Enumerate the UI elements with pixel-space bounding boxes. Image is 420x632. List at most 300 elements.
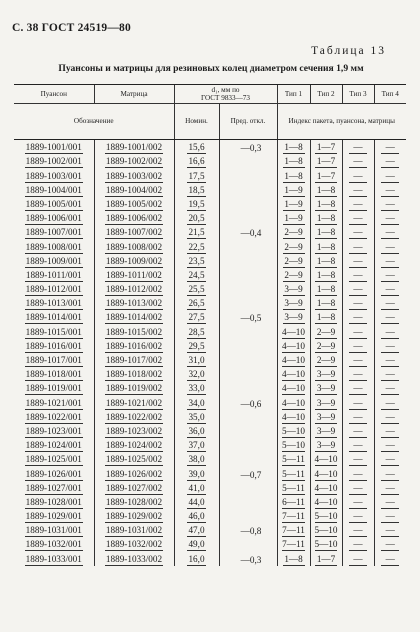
type4-cell-value: — bbox=[381, 297, 399, 310]
table-row bbox=[14, 254, 406, 268]
punch-cell bbox=[14, 495, 94, 509]
type4-cell bbox=[374, 168, 406, 182]
nominal-cell bbox=[174, 140, 219, 155]
punch-cell-value: 1889-1006/001 bbox=[25, 213, 82, 224]
type1-cell-value: 4—10 bbox=[282, 383, 305, 394]
die-cell bbox=[94, 367, 174, 381]
type1-cell-value: 1—9 bbox=[284, 213, 303, 224]
type4-cell-value: — bbox=[381, 155, 399, 168]
deviation-cell: —0,5 bbox=[219, 310, 277, 324]
nominal-cell bbox=[174, 324, 219, 338]
deviation-cell bbox=[219, 296, 277, 310]
punch-cell-value: 1889-1031/001 bbox=[25, 525, 82, 536]
col-designation: Обозначение bbox=[14, 104, 174, 140]
table-label: Таблица 13 bbox=[311, 45, 386, 57]
nominal-cell bbox=[174, 239, 219, 253]
type4-cell bbox=[374, 424, 406, 438]
nominal-cell bbox=[174, 523, 219, 537]
type2-cell-value: 3—9 bbox=[316, 383, 336, 394]
type2-cell bbox=[310, 140, 342, 155]
type4-cell bbox=[374, 339, 406, 353]
type1-cell-value: 1—8 bbox=[284, 156, 303, 167]
punch-cell bbox=[14, 509, 94, 523]
deviation-cell bbox=[219, 268, 277, 282]
table-row bbox=[14, 495, 406, 509]
table-row bbox=[14, 183, 406, 197]
type3-cell-value: — bbox=[349, 553, 367, 566]
type4-cell-value: — bbox=[381, 439, 399, 452]
type2-cell bbox=[310, 466, 342, 480]
nominal-cell bbox=[174, 225, 219, 239]
col-type3: Тип 3 bbox=[342, 85, 374, 104]
type1-cell-value: 6—11 bbox=[282, 496, 305, 507]
type2-cell bbox=[310, 282, 342, 296]
nominal-cell-value: 16,0 bbox=[188, 553, 205, 564]
type2-cell-value: 3—9 bbox=[316, 397, 336, 408]
nominal-cell-value: 22,5 bbox=[188, 241, 205, 252]
type3-cell bbox=[342, 466, 374, 480]
nominal-cell-value: 31,0 bbox=[188, 355, 205, 365]
type4-cell-value: — bbox=[381, 524, 399, 537]
type1-cell bbox=[277, 324, 310, 338]
die-cell bbox=[94, 239, 174, 253]
type2-cell-value: 4—10 bbox=[314, 482, 338, 493]
type2-cell-value: 3—9 bbox=[316, 411, 336, 422]
col-nominal: Номин. bbox=[174, 104, 219, 140]
nominal-cell-value: 15,6 bbox=[188, 142, 205, 153]
punch-cell-value: 1889-1008/001 bbox=[25, 241, 82, 252]
nominal-cell-value: 21,5 bbox=[188, 227, 205, 238]
col-d1-label: d₁, мм по bbox=[211, 85, 240, 94]
type2-cell-value: 2—9 bbox=[316, 340, 336, 351]
type1-cell-value: 7—11 bbox=[282, 511, 305, 522]
nominal-cell bbox=[174, 466, 219, 480]
type4-cell bbox=[374, 254, 406, 268]
die-cell bbox=[94, 310, 174, 324]
punch-cell-value: 1889-1011/001 bbox=[25, 269, 82, 280]
type4-cell-value: — bbox=[381, 283, 399, 296]
punch-cell bbox=[14, 282, 94, 296]
punch-cell bbox=[14, 197, 94, 211]
table-row bbox=[14, 410, 406, 424]
die-cell-value: 1889-1002/002 bbox=[105, 156, 163, 167]
die-cell bbox=[94, 140, 174, 155]
type4-cell-value: — bbox=[381, 141, 399, 154]
die-cell-value: 1889-1013/002 bbox=[105, 298, 163, 309]
type2-cell-value: 1—8 bbox=[316, 284, 336, 295]
col-deviation: Пред. откл. bbox=[219, 104, 277, 140]
type1-cell bbox=[277, 339, 310, 353]
type3-cell-value: — bbox=[349, 141, 367, 154]
type4-cell bbox=[374, 353, 406, 367]
type2-cell-value: 5—10 bbox=[314, 539, 338, 550]
table-caption: Пуансоны и матрицы для резиновых колец диаметром сечения 1,9 мм bbox=[58, 63, 364, 74]
punch-cell bbox=[14, 551, 94, 565]
die-cell bbox=[94, 452, 174, 466]
table-row bbox=[14, 551, 406, 565]
punch-cell-value: 1889-1016/001 bbox=[25, 340, 82, 351]
die-cell-value: 1889-1007/002 bbox=[105, 227, 163, 238]
type1-cell-value: 3—9 bbox=[284, 298, 303, 309]
type3-cell bbox=[342, 424, 374, 438]
nominal-cell-value: 23,5 bbox=[188, 255, 205, 266]
type2-cell bbox=[310, 339, 342, 353]
deviation-cell bbox=[219, 438, 277, 452]
die-cell-value: 1889-1017/002 bbox=[105, 355, 163, 365]
type4-cell bbox=[374, 282, 406, 296]
type3-cell bbox=[342, 381, 374, 395]
punch-cell-value: 1889-1009/001 bbox=[25, 255, 82, 266]
type3-cell-value: — bbox=[349, 382, 367, 395]
punch-cell bbox=[14, 353, 94, 367]
type4-cell-value: — bbox=[381, 482, 399, 495]
type3-cell-value: — bbox=[349, 326, 367, 339]
punch-cell-value: 1889-1021/001 bbox=[25, 397, 82, 408]
die-cell bbox=[94, 523, 174, 537]
type4-cell-value: — bbox=[381, 340, 399, 353]
table-row bbox=[14, 211, 406, 225]
nominal-cell bbox=[174, 509, 219, 523]
type2-cell bbox=[310, 495, 342, 509]
type4-cell-value: — bbox=[381, 212, 399, 225]
type2-cell bbox=[310, 509, 342, 523]
punch-cell bbox=[14, 523, 94, 537]
nominal-cell bbox=[174, 310, 219, 324]
type4-cell bbox=[374, 154, 406, 168]
punch-cell-value: 1889-1007/001 bbox=[25, 227, 82, 238]
nominal-cell bbox=[174, 395, 219, 409]
type3-cell bbox=[342, 551, 374, 565]
type3-cell bbox=[342, 296, 374, 310]
type1-cell bbox=[277, 310, 310, 324]
type2-cell-value: 1—8 bbox=[316, 184, 336, 195]
nominal-cell bbox=[174, 438, 219, 452]
type3-cell-value: — bbox=[349, 184, 367, 197]
deviation-cell bbox=[219, 154, 277, 168]
type2-cell bbox=[310, 183, 342, 197]
type4-cell bbox=[374, 452, 406, 466]
punch-cell-value: 1889-1032/001 bbox=[25, 539, 82, 550]
type2-cell bbox=[310, 353, 342, 367]
die-cell-value: 1889-1026/002 bbox=[105, 468, 163, 479]
punch-cell bbox=[14, 410, 94, 424]
punch-cell-value: 1889-1004/001 bbox=[25, 184, 82, 195]
nominal-cell-value: 44,0 bbox=[188, 496, 205, 507]
nominal-cell-value: 38,0 bbox=[188, 454, 205, 465]
type2-cell bbox=[310, 225, 342, 239]
punch-cell-value: 1889-1012/001 bbox=[25, 284, 82, 295]
punch-cell bbox=[14, 339, 94, 353]
punch-cell-value: 1889-1027/001 bbox=[25, 482, 82, 493]
die-cell-value: 1889-1011/002 bbox=[106, 269, 162, 280]
type4-cell-value: — bbox=[381, 425, 399, 438]
type4-cell-value: — bbox=[381, 510, 399, 523]
type1-cell-value: 4—10 bbox=[282, 355, 305, 365]
type3-cell bbox=[342, 410, 374, 424]
nominal-cell bbox=[174, 254, 219, 268]
nominal-cell bbox=[174, 183, 219, 197]
punch-cell bbox=[14, 211, 94, 225]
punch-cell-value: 1889-1029/001 bbox=[25, 511, 82, 522]
table-row bbox=[14, 481, 406, 495]
type1-cell bbox=[277, 551, 310, 565]
punch-cell-value: 1889-1022/001 bbox=[25, 411, 82, 422]
nominal-cell bbox=[174, 296, 219, 310]
table-row bbox=[14, 225, 406, 239]
deviation-cell bbox=[219, 339, 277, 353]
type2-cell bbox=[310, 481, 342, 495]
type3-cell-value: — bbox=[349, 538, 367, 551]
die-cell-value: 1889-1008/002 bbox=[105, 241, 163, 252]
die-cell bbox=[94, 254, 174, 268]
nominal-cell-value: 34,0 bbox=[188, 397, 205, 408]
die-cell-value: 1889-1033/002 bbox=[105, 553, 163, 564]
die-cell bbox=[94, 353, 174, 367]
type1-cell bbox=[277, 523, 310, 537]
type3-cell-value: — bbox=[349, 411, 367, 424]
type1-cell-value: 4—10 bbox=[282, 326, 305, 337]
type2-cell-value: 4—10 bbox=[314, 454, 338, 465]
type3-cell-value: — bbox=[349, 269, 367, 282]
type3-cell-value: — bbox=[349, 453, 367, 466]
type2-cell-value: 3—9 bbox=[316, 440, 336, 451]
nominal-cell-value: 20,5 bbox=[188, 213, 205, 224]
type2-cell bbox=[310, 268, 342, 282]
punch-cell-value: 1889-1002/001 bbox=[25, 156, 82, 167]
col-die: Матрица bbox=[94, 85, 174, 104]
type4-cell-value: — bbox=[381, 311, 399, 324]
punch-cell-value: 1889-1026/001 bbox=[25, 468, 82, 479]
type2-cell bbox=[310, 211, 342, 225]
table-row bbox=[14, 239, 406, 253]
deviation-cell bbox=[219, 183, 277, 197]
table-row bbox=[14, 452, 406, 466]
type2-cell bbox=[310, 424, 342, 438]
punch-cell-value: 1889-1015/001 bbox=[25, 326, 82, 337]
die-cell bbox=[94, 296, 174, 310]
type3-cell bbox=[342, 367, 374, 381]
nominal-cell bbox=[174, 452, 219, 466]
type1-cell bbox=[277, 452, 310, 466]
deviation-cell bbox=[219, 353, 277, 367]
type2-cell-value: 1—8 bbox=[316, 227, 336, 238]
type3-cell bbox=[342, 225, 374, 239]
type3-cell bbox=[342, 168, 374, 182]
type4-cell bbox=[374, 310, 406, 324]
table-row bbox=[14, 140, 406, 155]
deviation-cell bbox=[219, 254, 277, 268]
type3-cell bbox=[342, 523, 374, 537]
die-cell bbox=[94, 424, 174, 438]
die-cell bbox=[94, 324, 174, 338]
nominal-cell-value: 39,0 bbox=[188, 468, 205, 479]
type4-cell bbox=[374, 367, 406, 381]
type3-cell bbox=[342, 211, 374, 225]
type4-cell-value: — bbox=[381, 397, 399, 410]
die-cell bbox=[94, 537, 174, 551]
type3-cell-value: — bbox=[349, 425, 367, 438]
table-row bbox=[14, 197, 406, 211]
punch-cell bbox=[14, 438, 94, 452]
type3-cell bbox=[342, 239, 374, 253]
deviation-cell bbox=[219, 367, 277, 381]
die-cell-value: 1889-1004/002 bbox=[105, 184, 163, 195]
punch-cell bbox=[14, 324, 94, 338]
punch-cell-value: 1889-1033/001 bbox=[25, 553, 82, 564]
nominal-cell bbox=[174, 410, 219, 424]
die-cell-value: 1889-1032/002 bbox=[105, 539, 163, 550]
deviation-cell bbox=[219, 481, 277, 495]
punch-cell-value: 1889-1014/001 bbox=[25, 312, 82, 323]
type2-cell bbox=[310, 296, 342, 310]
nominal-cell-value: 16,6 bbox=[188, 156, 205, 167]
nominal-cell-value: 41,0 bbox=[188, 482, 205, 493]
deviation-cell bbox=[219, 381, 277, 395]
die-cell-value: 1889-1016/002 bbox=[105, 340, 163, 351]
type1-cell bbox=[277, 168, 310, 182]
punch-cell bbox=[14, 367, 94, 381]
table-row bbox=[14, 310, 406, 324]
type2-cell bbox=[310, 239, 342, 253]
type3-cell-value: — bbox=[349, 496, 367, 509]
type1-cell bbox=[277, 466, 310, 480]
type4-cell bbox=[374, 183, 406, 197]
deviation-cell bbox=[219, 282, 277, 296]
table-row bbox=[14, 268, 406, 282]
type2-cell bbox=[310, 254, 342, 268]
die-cell-value: 1889-1027/002 bbox=[105, 482, 163, 493]
nominal-cell-value: 27,5 bbox=[188, 312, 205, 323]
type1-cell-value: 5—11 bbox=[282, 454, 305, 465]
nominal-cell-value: 33,0 bbox=[188, 383, 205, 394]
table-row bbox=[14, 154, 406, 168]
type1-cell bbox=[277, 239, 310, 253]
type3-cell-value: — bbox=[349, 368, 367, 381]
nominal-cell bbox=[174, 367, 219, 381]
type4-cell bbox=[374, 296, 406, 310]
type1-cell-value: 3—9 bbox=[284, 312, 303, 323]
type3-cell bbox=[342, 495, 374, 509]
type2-cell bbox=[310, 324, 342, 338]
die-cell-value: 1889-1001/002 bbox=[105, 142, 163, 153]
punch-cell-value: 1889-1028/001 bbox=[25, 496, 82, 507]
die-cell bbox=[94, 339, 174, 353]
punch-cell bbox=[14, 254, 94, 268]
die-cell bbox=[94, 438, 174, 452]
type3-cell bbox=[342, 254, 374, 268]
type3-cell bbox=[342, 197, 374, 211]
type4-cell-value: — bbox=[381, 382, 399, 395]
type1-cell-value: 2—9 bbox=[284, 255, 303, 266]
type3-cell-value: — bbox=[349, 439, 367, 452]
die-cell-value: 1889-1005/002 bbox=[105, 198, 163, 209]
table-row bbox=[14, 353, 406, 367]
deviation-cell bbox=[219, 495, 277, 509]
type2-cell bbox=[310, 410, 342, 424]
type2-cell-value: 1—8 bbox=[316, 213, 336, 224]
type4-cell-value: — bbox=[381, 198, 399, 211]
type4-cell bbox=[374, 509, 406, 523]
punch-cell-value: 1889-1003/001 bbox=[25, 170, 82, 181]
die-cell bbox=[94, 466, 174, 480]
type4-cell bbox=[374, 225, 406, 239]
deviation-cell bbox=[219, 168, 277, 182]
type1-cell-value: 5—10 bbox=[282, 440, 305, 451]
type4-cell-value: — bbox=[381, 326, 399, 339]
type4-cell-value: — bbox=[381, 255, 399, 268]
punch-cell bbox=[14, 183, 94, 197]
type4-cell bbox=[374, 466, 406, 480]
nominal-cell-value: 24,5 bbox=[188, 269, 205, 280]
nominal-cell-value: 36,0 bbox=[188, 425, 205, 436]
punch-cell bbox=[14, 268, 94, 282]
deviation-cell bbox=[219, 452, 277, 466]
type3-cell bbox=[342, 537, 374, 551]
punch-cell bbox=[14, 154, 94, 168]
deviation-cell: —0,8 bbox=[219, 523, 277, 537]
nominal-cell bbox=[174, 424, 219, 438]
type3-cell-value: — bbox=[349, 241, 367, 254]
type2-cell-value: 1—7 bbox=[316, 142, 336, 153]
die-cell-value: 1889-1012/002 bbox=[105, 284, 163, 295]
table-body bbox=[14, 140, 406, 566]
type4-cell bbox=[374, 211, 406, 225]
punch-cell-value: 1889-1018/001 bbox=[25, 369, 82, 380]
type3-cell-value: — bbox=[349, 255, 367, 268]
deviation-cell bbox=[219, 424, 277, 438]
die-cell bbox=[94, 211, 174, 225]
type2-cell bbox=[310, 438, 342, 452]
type4-cell bbox=[374, 537, 406, 551]
type3-cell bbox=[342, 154, 374, 168]
nominal-cell bbox=[174, 211, 219, 225]
die-cell-value: 1889-1029/002 bbox=[105, 511, 163, 522]
type1-cell bbox=[277, 438, 310, 452]
deviation-cell bbox=[219, 509, 277, 523]
die-cell bbox=[94, 509, 174, 523]
type4-cell-value: — bbox=[381, 538, 399, 551]
type1-cell bbox=[277, 367, 310, 381]
type1-cell-value: 5—11 bbox=[282, 482, 305, 493]
punch-cell bbox=[14, 481, 94, 495]
col-punch: Пуансон bbox=[14, 85, 94, 104]
type1-cell bbox=[277, 509, 310, 523]
type1-cell bbox=[277, 225, 310, 239]
type3-cell bbox=[342, 268, 374, 282]
type3-cell-value: — bbox=[349, 226, 367, 239]
type3-cell-value: — bbox=[349, 354, 367, 367]
type3-cell-value: — bbox=[349, 212, 367, 225]
punch-cell-value: 1889-1024/001 bbox=[25, 440, 82, 451]
die-cell-value: 1889-1019/002 bbox=[105, 383, 163, 394]
type2-cell bbox=[310, 197, 342, 211]
col-index: Индекс пакета, пуансона, матрицы bbox=[277, 104, 406, 140]
nominal-cell-value: 29,5 bbox=[188, 340, 205, 351]
nominal-cell-value: 47,0 bbox=[188, 525, 205, 536]
nominal-cell-value: 49,0 bbox=[188, 539, 205, 550]
nominal-cell bbox=[174, 481, 219, 495]
nominal-cell bbox=[174, 495, 219, 509]
type3-cell-value: — bbox=[349, 524, 367, 537]
table-row bbox=[14, 424, 406, 438]
die-cell bbox=[94, 481, 174, 495]
type2-cell-value: 4—10 bbox=[314, 496, 338, 507]
table-row bbox=[14, 395, 406, 409]
die-cell-value: 1889-1015/002 bbox=[105, 326, 163, 337]
nominal-cell-value: 28,5 bbox=[188, 326, 205, 337]
type4-cell-value: — bbox=[381, 411, 399, 424]
table-row bbox=[14, 296, 406, 310]
